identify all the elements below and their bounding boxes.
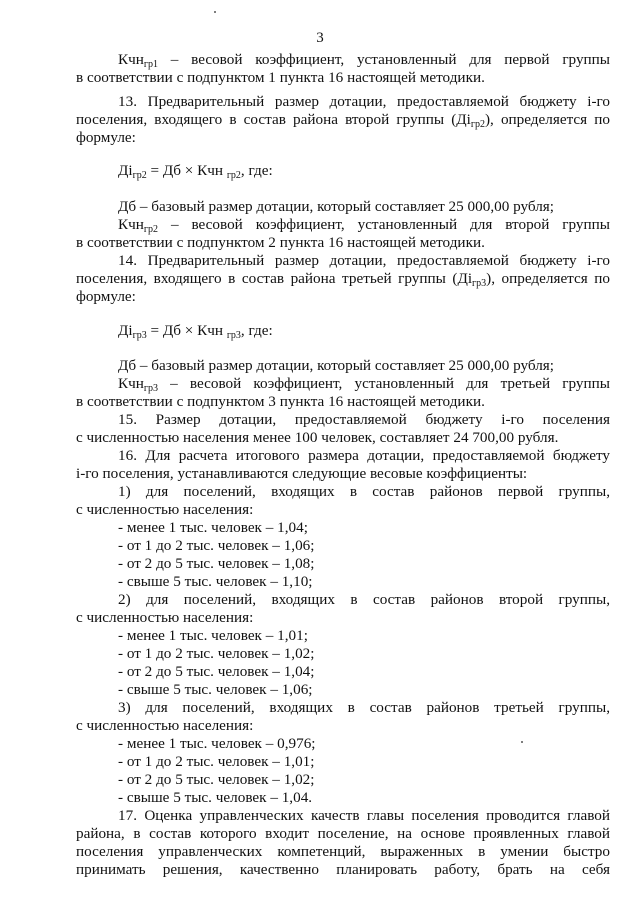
text-line: [118, 591, 610, 609]
text-line: [118, 663, 610, 681]
text-line: [118, 216, 610, 234]
text-span: поселения, входящего в состав района третьей группы (Дi: [76, 270, 473, 287]
text-line: [118, 162, 610, 180]
text-span: - свыше 5 тыс. человек – 1,10;: [118, 573, 313, 590]
text-span: 3) для поселений, входящих в состав районов третьей группы,: [118, 699, 610, 716]
subscript: гр2: [226, 170, 241, 181]
text-line: [76, 69, 610, 87]
text-span: с численностью населения:: [76, 609, 254, 626]
text-span: – весовой коэффициент, установленный для первой группы: [158, 51, 610, 68]
text-line: [118, 771, 610, 789]
subscript: гр2: [143, 224, 159, 235]
scan-speck: [521, 741, 523, 743]
text-span: - свыше 5 тыс. человек – 1,04.: [118, 789, 313, 806]
text-span: поселения, входящего в состав района второй группы (Дi: [76, 111, 471, 128]
text-span: в соответствии с подпунктом 2 пункта 16 настоящей методики.: [76, 234, 485, 251]
text-line: [76, 129, 610, 147]
text-span: формуле:: [76, 129, 136, 146]
text-line: [118, 645, 610, 663]
text-line: [76, 234, 610, 252]
text-span: района, в состав которого входит поселение, на основе проявленных главой: [76, 825, 610, 842]
text-span: , где:: [240, 162, 273, 179]
text-span: – весовой коэффициент, установленный для третьей группы: [158, 375, 610, 392]
text-line: [118, 447, 610, 465]
text-span: с численностью населения:: [76, 501, 254, 518]
text-span: - от 1 до 2 тыс. человек – 1,02;: [118, 645, 315, 662]
text-span: в соответствии с подпунктом 1 пункта 16 настоящей методики.: [76, 69, 485, 86]
text-span: Кчн: [118, 216, 144, 233]
text-span: - менее 1 тыс. человек – 0,976;: [118, 735, 316, 752]
text-span: = Дб × Кчн: [146, 162, 227, 179]
text-line: [118, 375, 610, 393]
text-line: [118, 681, 610, 699]
text-line: [118, 93, 610, 111]
text-span: , где:: [240, 322, 273, 339]
text-line: [76, 429, 610, 447]
text-span: - менее 1 тыс. человек – 1,04;: [118, 519, 308, 536]
subscript: гр2: [132, 170, 147, 181]
text-span: - от 2 до 5 тыс. человек – 1,08;: [118, 555, 315, 572]
text-span: 1) для поселений, входящих в состав районов первой группы,: [118, 483, 610, 500]
text-span: принимать решения, качественно планировать работу, брать на себя: [76, 861, 610, 878]
text-line: [76, 717, 610, 735]
text-span: 16. Для расчета итогового размера дотации, предоставляемой бюджету: [118, 447, 610, 464]
text-line: [118, 198, 610, 216]
text-span: = Дб × Кчн: [146, 322, 227, 339]
text-line: [76, 393, 610, 411]
text-line: [118, 807, 610, 825]
text-line: [118, 483, 610, 501]
text-line: [118, 537, 610, 555]
text-line: [76, 861, 610, 879]
text-line: [118, 411, 610, 429]
text-span: - менее 1 тыс. человек – 1,01;: [118, 627, 308, 644]
text-span: 14. Предварительный размер дотации, предоставляемой бюджету i-го: [118, 252, 610, 269]
text-line: [76, 825, 610, 843]
text-span: 2) для поселений, входящих в состав районов второй группы,: [118, 591, 610, 608]
text-line: [118, 627, 610, 645]
text-line: [118, 699, 610, 717]
text-line: [118, 555, 610, 573]
text-span: Дi: [118, 322, 133, 339]
text-line: [76, 465, 610, 483]
text-line: [118, 322, 610, 340]
text-line: [118, 573, 610, 591]
text-span: 13. Предварительный размер дотации, предоставляемой бюджету i-го: [118, 93, 610, 110]
text-line: [118, 519, 610, 537]
subscript: гр3: [226, 330, 241, 341]
text-line: [76, 609, 610, 627]
text-line: [118, 51, 610, 69]
text-span: - от 1 до 2 тыс. человек – 1,06;: [118, 537, 315, 554]
text-span: - от 2 до 5 тыс. человек – 1,04;: [118, 663, 315, 680]
subscript: гр2: [470, 119, 485, 130]
text-line: [76, 288, 610, 306]
text-span: формуле:: [76, 288, 136, 305]
scan-speck: [214, 11, 216, 13]
text-span: – весовой коэффициент, установленный для второй группы: [158, 216, 610, 233]
text-line: [76, 270, 610, 288]
text-span: с численностью населения менее 100 человек, составляет 24 700,00 рубля.: [76, 429, 559, 446]
subscript: гр3: [472, 278, 487, 289]
text-span: ), определяется по: [484, 111, 611, 128]
text-line: [118, 357, 610, 375]
text-span: с численностью населения:: [76, 717, 254, 734]
text-line: [76, 501, 610, 519]
text-line: [118, 753, 610, 771]
text-span: i-го поселения, устанавливаются следующие весовые коэффициенты:: [76, 465, 528, 482]
subscript: гр3: [132, 330, 147, 341]
text-span: 15. Размер дотации, предоставляемой бюджету i-го поселения: [118, 411, 610, 428]
text-span: Кчн: [118, 51, 144, 68]
subscript: гр1: [143, 59, 159, 70]
text-line: [118, 735, 610, 753]
text-span: Дi: [118, 162, 133, 179]
text-span: Дб – базовый размер дотации, который составляет 25 000,00 рубля;: [118, 198, 555, 215]
text-span: в соответствии с подпунктом 3 пункта 16 настоящей методики.: [76, 393, 485, 410]
text-span: поселения управленческих компетенций, выраженных в умении быстро: [76, 843, 610, 860]
text-span: Дб – базовый размер дотации, который составляет 25 000,00 рубля;: [118, 357, 555, 374]
text-span: Кчн: [118, 375, 144, 392]
text-span: 17. Оценка управленческих качеств главы поселения проводится главой: [118, 807, 610, 824]
text-line: [76, 843, 610, 861]
text-line: [118, 252, 610, 270]
text-line: [118, 789, 610, 807]
text-span: - от 1 до 2 тыс. человек – 1,01;: [118, 753, 315, 770]
text-span: - от 2 до 5 тыс. человек – 1,02;: [118, 771, 315, 788]
text-span: ), определяется по: [486, 270, 610, 287]
subscript: гр3: [143, 383, 159, 394]
text-span: - свыше 5 тыс. человек – 1,06;: [118, 681, 313, 698]
text-line: [76, 111, 610, 129]
page-number: 3: [316, 30, 324, 46]
